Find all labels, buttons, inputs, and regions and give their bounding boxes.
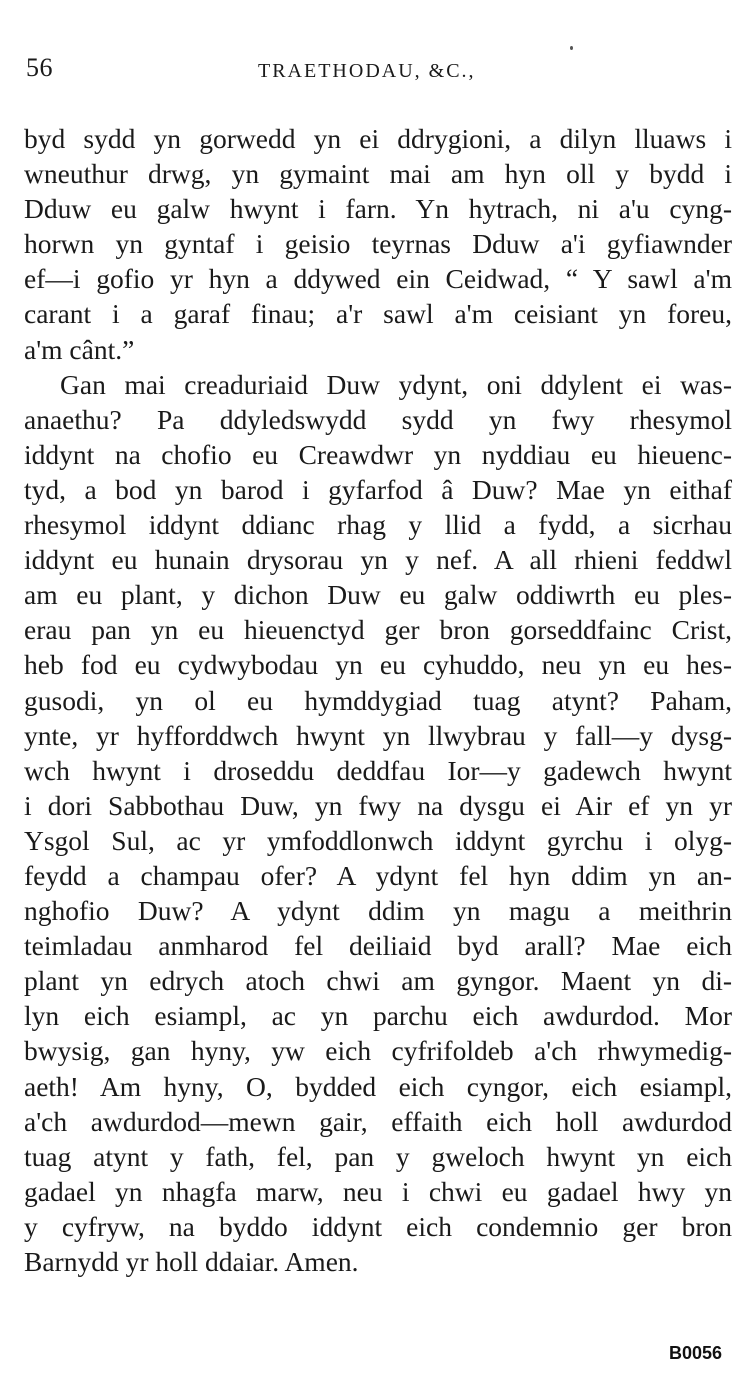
text-line: Gan mai creaduriaid Duw ydynt, oni ddylent ei was-: [60, 368, 732, 400]
running-title: TRAETHODAU, &C.,: [258, 60, 476, 82]
text-line: Ysgol Sul, ac yr ymfoddlonwch iddynt gyrchu i olyg-: [24, 824, 732, 856]
text-line: rhesymol iddynt ddianc rhag y llid a fydd, a sicrhau: [24, 509, 732, 541]
text-line: y cyfryw, na byddo iddynt eich condemnio ger bron: [24, 1210, 732, 1242]
text-line: byd sydd yn gorwedd yn ei ddrygioni, a dilyn lluaws i: [24, 123, 732, 154]
text-line: a'm cânt.”: [24, 333, 135, 365]
text-line: tyd, a bod yn barod i gyfarfod â Duw? Mae yn eithaf: [24, 473, 732, 505]
print-speck: [570, 46, 573, 50]
text-line: iddynt na chofio eu Creawdwr yn nyddiau eu hieuenc-: [24, 438, 732, 470]
text-line: Dduw eu galw hwynt i farn. Yn hytrach, ni a'u cyng-: [24, 193, 732, 225]
text-line: iddynt eu hunain drysorau yn y nef. A all rhieni feddwl: [24, 544, 732, 576]
text-line: gusodi, yn ol eu hymddygiad tuag atynt? Paham,: [24, 684, 732, 716]
text-line: am eu plant, y dichon Duw eu galw oddiwrth eu ples-: [24, 579, 732, 611]
text-line: ynte, yr hyfforddwch hwynt yn llwybrau y fall—y dysg-: [24, 719, 732, 751]
text-line: teimladau anmharod fel deiliaid byd arall? Mae eich: [24, 930, 732, 962]
text-line: tuag atynt y fath, fel, pan y gweloch hwynt yn eich: [24, 1140, 732, 1172]
text-line: heb fod eu cydwybodau yn eu cyhuddo, neu yn eu hes-: [24, 649, 732, 681]
text-line: aeth! Am hyny, O, bydded eich cyngor, eich esiampl,: [24, 1070, 732, 1102]
text-line: anaethu? Pa ddyledswydd sydd yn fwy rhesymol: [24, 403, 732, 435]
text-line: ef—i gofio yr hyn a ddywed ein Ceidwad, “ Y sawl a'm: [24, 263, 732, 295]
text-line: i dori Sabbothau Duw, yn fwy na dysgu ei Air ef yn yr: [24, 789, 732, 821]
text-line: lyn eich esiampl, ac yn parchu eich awdurdod. Mor: [24, 1000, 732, 1032]
text-line: erau pan yn eu hieuenctyd ger bron gorseddfainc Crist,: [24, 614, 732, 646]
text-line: feydd a champau ofer? A ydynt fel hyn ddim yn an-: [24, 859, 732, 891]
text-line: wneuthur drwg, yn gymaint mai am hyn oll y bydd i: [24, 158, 732, 190]
text-line: plant yn edrych atoch chwi am gyngor. Maent yn di-: [24, 965, 732, 997]
page-number: 56: [26, 53, 53, 82]
body-text: [24, 121, 732, 1279]
text-line: wch hwynt i droseddu deddfau Ior—y gadewch hwynt: [24, 754, 732, 786]
text-line: carant i a garaf finau; a'r sawl a'm ceisiant yn foreu,: [24, 298, 732, 330]
text-line: a'ch awdurdod—mewn gair, effaith eich holl awdurdod: [24, 1105, 732, 1137]
text-line: nghofio Duw? A ydynt ddim yn magu a meithrin: [24, 895, 732, 927]
text-line: gadael yn nhagfa marw, neu i chwi eu gadael hwy yn: [24, 1175, 732, 1207]
text-line: horwn yn gyntaf i geisio teyrnas Dduw a'i gyfiawnder: [24, 228, 732, 260]
text-line: bwysig, gan hyny, yw eich cyfrifoldeb a'ch rhwymedig-: [24, 1035, 732, 1067]
catalog-id: B0056: [668, 1343, 722, 1363]
text-line: Barnydd yr holl ddaiar. Amen.: [24, 1246, 359, 1277]
